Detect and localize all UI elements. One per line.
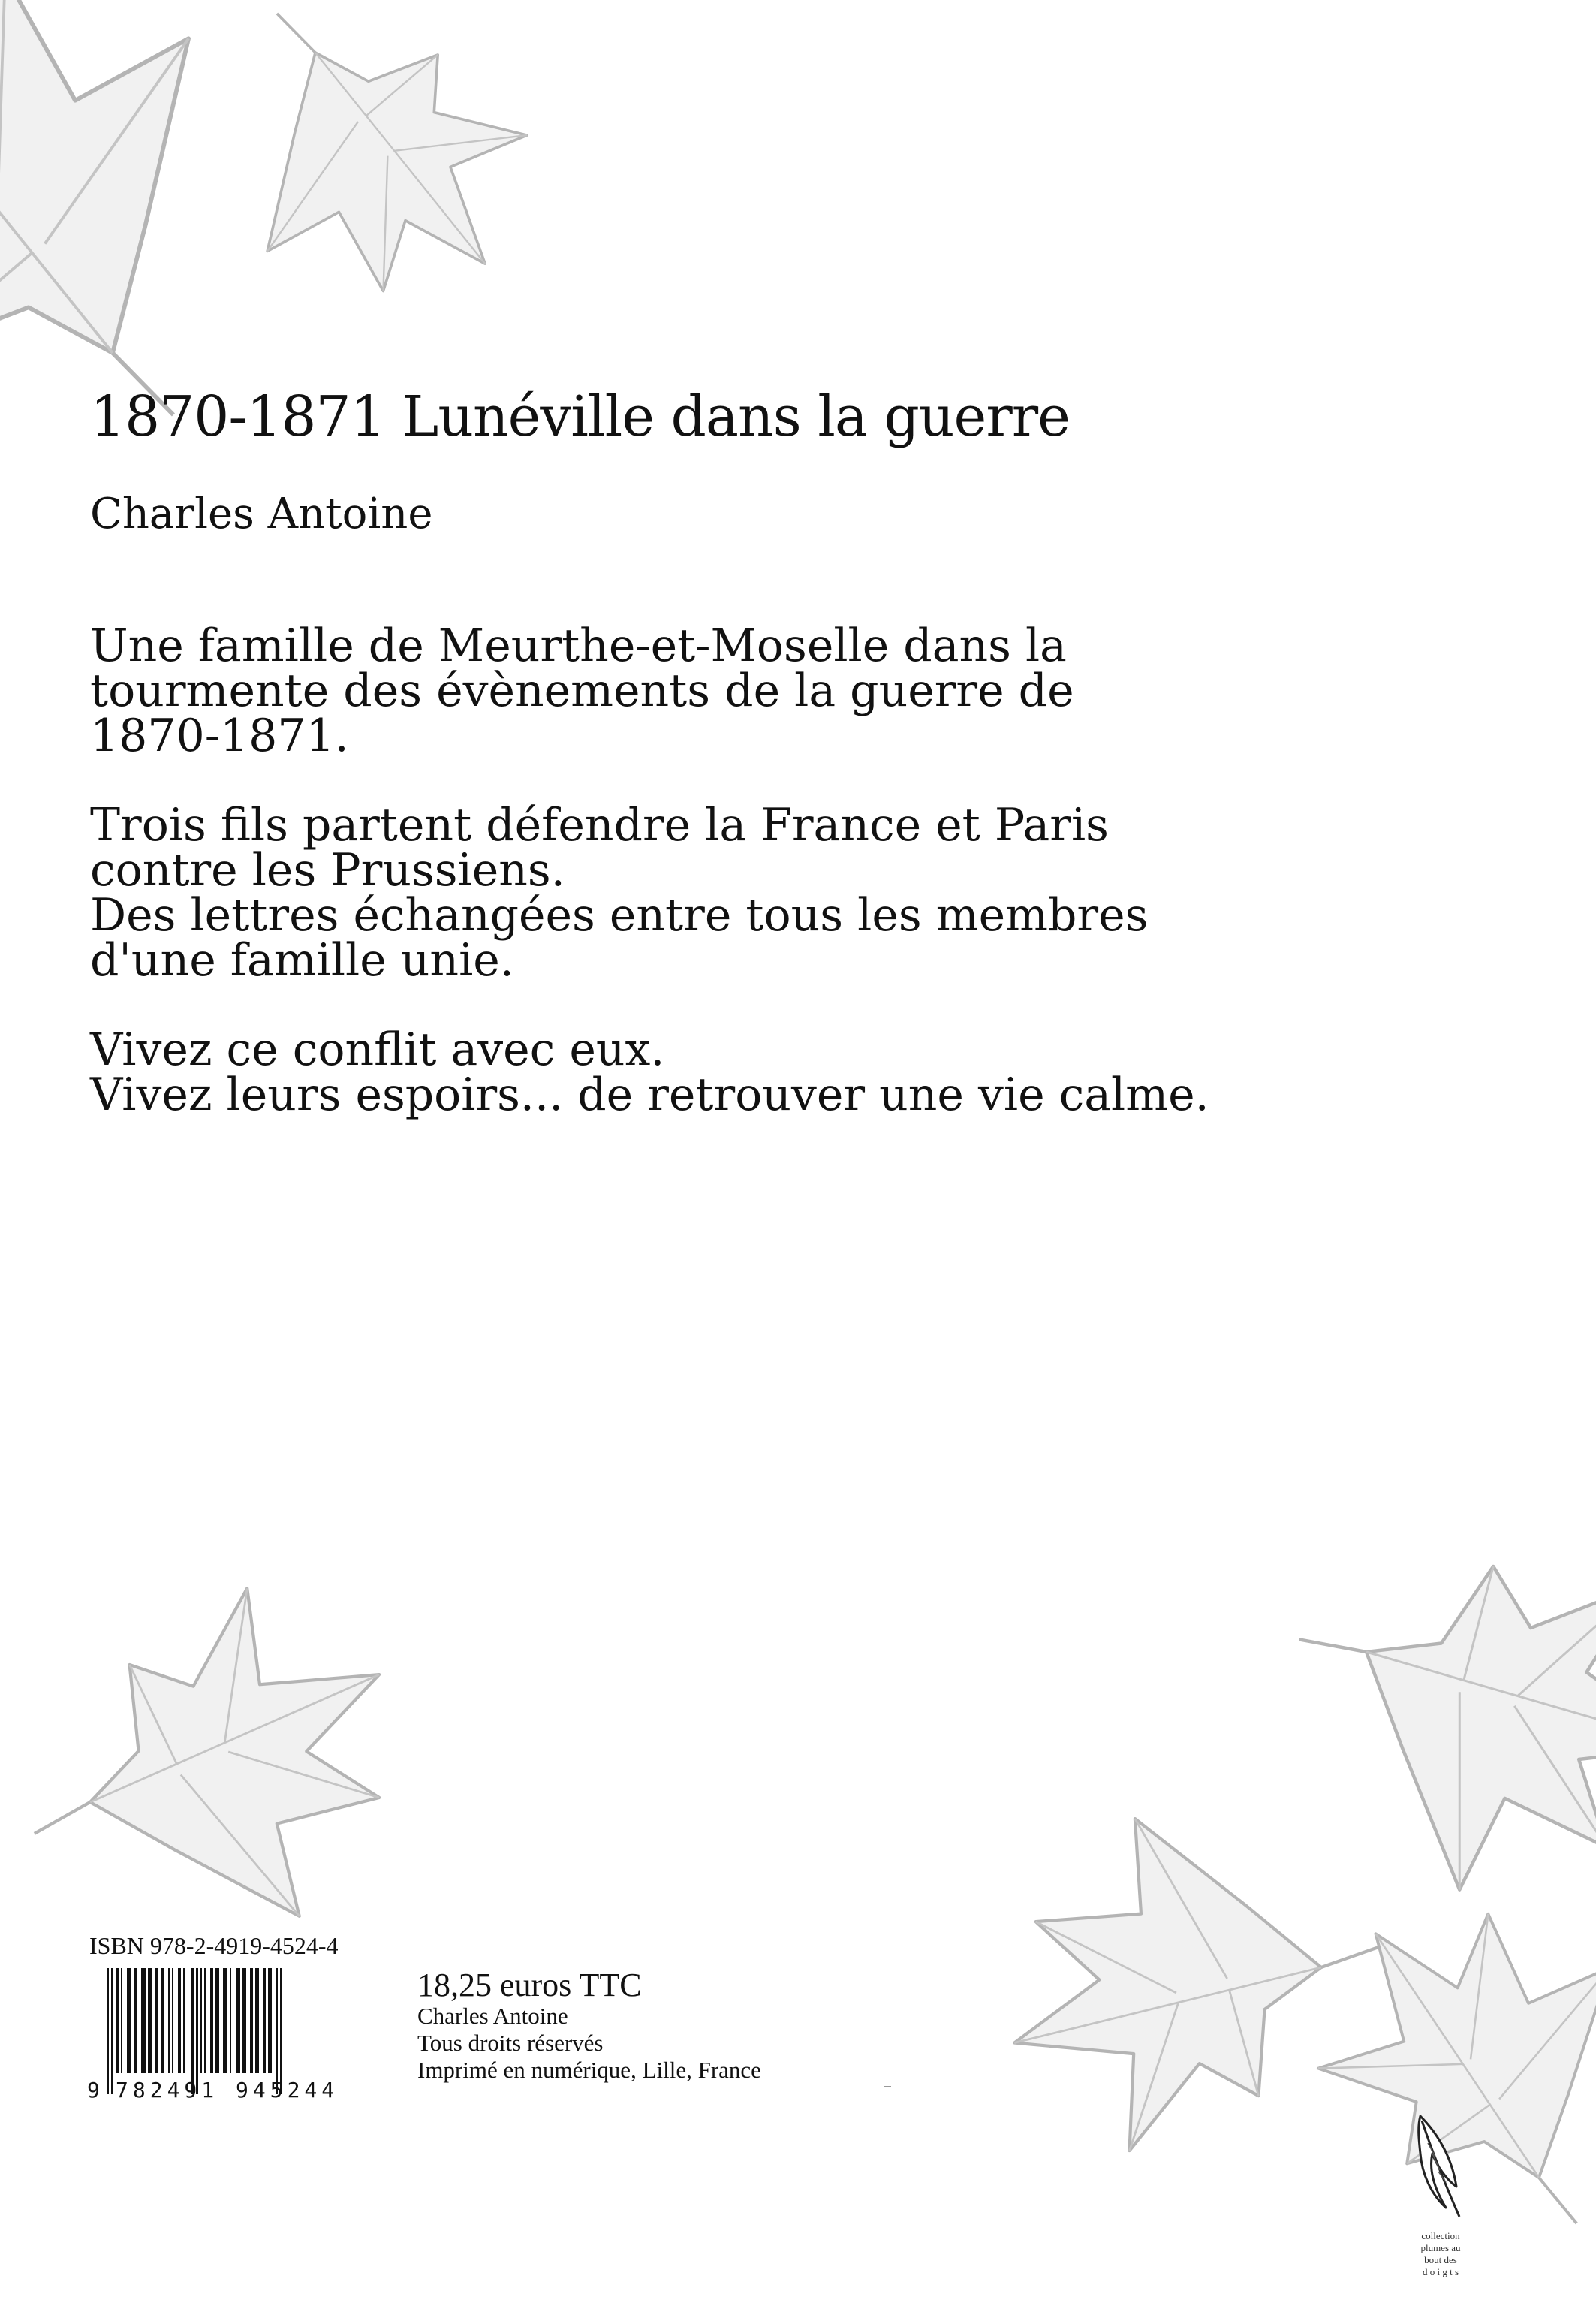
- leaf-left-bottom: [0, 1556, 447, 1991]
- barcode-bar: [242, 1968, 246, 2073]
- blurb-line: Des lettres échangées entre tous les membres: [90, 889, 1149, 942]
- back-cover-blurb: [90, 619, 1291, 1162]
- barcode-bar: [121, 1968, 122, 2073]
- blurb-paragraph: [90, 619, 1291, 762]
- price: 18,25 euros TTC: [417, 1967, 642, 2003]
- barcode-bar: [168, 1968, 170, 2073]
- barcode-bar: [210, 1968, 213, 2073]
- barcode-digit-first: 9: [87, 2078, 100, 2102]
- publisher-line: collection: [1421, 2230, 1460, 2241]
- barcode-bar: [280, 1968, 282, 2094]
- blurb-line: Vivez leurs espoirs... de retrouver une vie calme.: [90, 1069, 1209, 1121]
- blurb-line: Vivez ce conflit avec eux.: [90, 1023, 665, 1076]
- quill-feather-icon: [1402, 2110, 1479, 2223]
- publisher-collection: [1402, 2230, 1479, 2278]
- imprint-info: [417, 2003, 761, 2084]
- publisher-line: plumes au: [1420, 2242, 1461, 2253]
- publisher-line: bout des: [1424, 2254, 1457, 2265]
- barcode-bar: [236, 1968, 240, 2073]
- blurb-line: Une famille de Meurthe-et-Moselle dans la: [90, 619, 1067, 672]
- barcode-bar: [255, 1968, 259, 2073]
- barcode-bar: [155, 1968, 158, 2073]
- barcode-bar: [178, 1968, 181, 2073]
- barcode-bar: [116, 1968, 119, 2073]
- leaf-top-center: [159, 0, 574, 362]
- blurb-line: tourmente des évènements de la guerre de: [90, 665, 1074, 717]
- barcode-bar: [111, 1968, 113, 2094]
- blurb-line: Trois fils partent défendre la France et Paris: [90, 799, 1109, 852]
- publisher-line: d o i g t s: [1422, 2266, 1459, 2277]
- barcode-bar: [127, 1968, 131, 2073]
- divider-mark: [884, 2086, 891, 2087]
- barcode-digits-right: 945244: [236, 2078, 339, 2102]
- barcode-bar: [134, 1968, 137, 2073]
- barcode-bar: [223, 1968, 227, 2073]
- barcode-bar: [191, 1968, 194, 2094]
- blurb-paragraph: [90, 1023, 1291, 1121]
- barcode: [86, 1965, 365, 2102]
- barcode-digits-left: 782491: [116, 2078, 219, 2102]
- imprint-printed: Imprimé en numérique, Lille, France: [417, 2057, 761, 2083]
- barcode-bar: [172, 1968, 173, 2073]
- barcode-bar: [268, 1968, 272, 2073]
- isbn-label: ISBN 978-2-4919-4524-4: [89, 1932, 339, 1959]
- leaf-corner-right: [1274, 1841, 1596, 2297]
- leaf-bottom-right: [980, 1780, 1409, 2167]
- imprint-author: Charles Antoine: [417, 2003, 568, 2029]
- book-author: Charles Antoine: [90, 490, 433, 538]
- barcode-bar: [250, 1968, 253, 2073]
- barcode-bar: [148, 1968, 152, 2073]
- barcode-bar: [161, 1968, 164, 2073]
- blurb-line: contre les Prussiens.: [90, 844, 565, 897]
- barcode-bar: [263, 1968, 266, 2073]
- barcode-bar: [200, 1968, 202, 2073]
- barcode-bar: [107, 1968, 109, 2094]
- barcode-bar: [204, 1968, 206, 2073]
- blurb-line: 1870-1871.: [90, 710, 349, 762]
- barcode-bar: [276, 1968, 278, 2094]
- blurb-line: d'une famille unie.: [90, 934, 514, 987]
- barcode-bar: [183, 1968, 185, 2073]
- leaf-right-middle: [1237, 1481, 1596, 1948]
- blurb-paragraph: [90, 799, 1291, 987]
- book-title: 1870-1871 Lunéville dans la guerre: [90, 384, 1070, 449]
- leaf-top-left: [0, 0, 360, 538]
- barcode-bar: [141, 1968, 146, 2073]
- barcode-bar: [230, 1968, 231, 2073]
- barcode-bar: [196, 1968, 198, 2094]
- imprint-rights: Tous droits réservés: [417, 2030, 604, 2056]
- barcode-bar: [215, 1968, 219, 2073]
